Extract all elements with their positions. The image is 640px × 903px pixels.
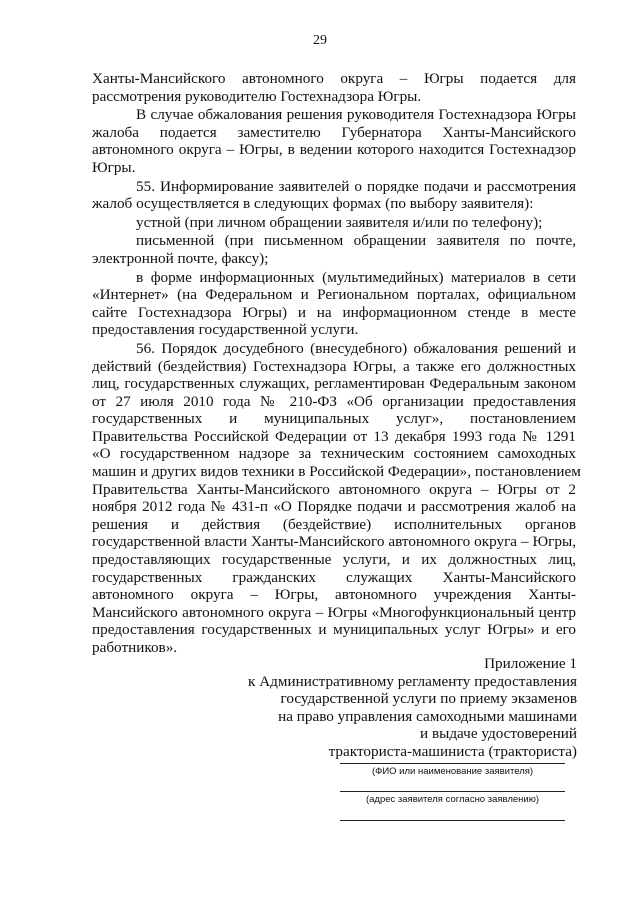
text-line: сайте Гостехнадзора Югры) и на информационном стенде в месте	[92, 303, 576, 321]
text-line: письменной (при письменном обращении заявителя по почте,	[136, 232, 576, 250]
applicant-name-caption: (ФИО или наименование заявителя)	[371, 766, 534, 777]
document-body	[92, 70, 581, 658]
paragraph-55-informing	[92, 178, 576, 213]
text-line: Ханты-Мансийского автономного округа – Югры подается для	[92, 70, 576, 87]
text-line: Правительства Ханты-Мансийского автономного округа – Югры от 2	[92, 480, 576, 498]
text-line: «Интернет» (на Федеральном и Региональном порталах, официальном	[92, 286, 576, 304]
appendix-line: тракториста-машиниста (тракториста)	[328, 742, 577, 760]
paragraph-56-appeal-procedure	[92, 339, 581, 657]
appendix-header	[240, 655, 577, 761]
appendix-line: на право управления самоходными машинами	[278, 707, 577, 725]
text-line: машин и других видов техники в Российской Федерации», постановлением	[92, 463, 581, 481]
text-line: В случае обжалования решения руководителя Гостехнадзора Югры	[136, 106, 576, 124]
text-line: действий (бездействия) Гостехнадзора Югры, а также его должностных	[92, 357, 576, 375]
text-line: жалоб осуществляется в следующих формах (по выбору заявителя):	[92, 195, 534, 213]
appendix-line: и выдаче удостоверений	[420, 725, 577, 743]
appendix-line: к Административному регламенту предоставления	[248, 672, 577, 690]
text-line: предоставляющих государственные услуги, и их должностных лиц,	[92, 551, 576, 569]
text-line: Мансийского автономного округа – Югры «Многофункциональный центр	[92, 603, 576, 621]
paragraph-multimedia-form	[92, 269, 576, 339]
text-line: ноября 2012 года № 431-п «О Порядке подачи и рассмотрения жалоб на	[92, 498, 576, 516]
appendix-title: Приложение 1	[484, 655, 577, 672]
appendix-line: государственной услуги по приему экзаменов	[280, 690, 577, 708]
text-line: государственной власти Ханты-Мансийского автономного округа – Югры,	[92, 533, 576, 551]
applicant-address-line	[340, 791, 565, 792]
text-line: предоставления государственной услуги.	[92, 321, 359, 339]
text-line: работников».	[92, 639, 178, 656]
text-line: Югры.	[92, 158, 136, 176]
text-line: 56. Порядок досудебного (внесудебного) обжалования решений и	[136, 339, 576, 357]
text-line: устной (при личном обращении заявителя и/или по телефону);	[136, 213, 543, 231]
paragraph-appeal-decision	[92, 106, 576, 176]
paragraph-oral-form	[92, 214, 576, 232]
text-line: лиц, государственных служащих, регламентирован Федеральным законом	[92, 375, 576, 393]
text-line: электронной почте, факсу);	[92, 249, 269, 267]
text-line: рассмотрения руководителю Гостехнадзора Югры.	[92, 87, 422, 105]
applicant-name-field	[340, 763, 565, 778]
text-line: Правительства Российской Федерации от 13 декабря 1993 года № 1291	[92, 427, 576, 445]
text-line: 55. Информирование заявителей о порядке подачи и рассмотрения	[136, 177, 576, 195]
text-line: жалоба подается заместителю Губернатора Ханты-Мансийского	[92, 123, 576, 141]
text-line: предоставления государственных и муниципальных услуг Югры» и его	[92, 621, 576, 639]
text-line: автономного округа – Югры, автономного учреждения Ханты-	[92, 586, 576, 604]
text-line: автономного округа – Югры, в ведении которого находится Гостехнадзор	[92, 141, 576, 159]
text-line: «О государственном надзоре за техническим состоянием самоходных	[92, 445, 576, 463]
extra-field-line	[340, 820, 565, 821]
text-line: государственных и муниципальных услуг», постановлением	[92, 410, 576, 428]
text-line: государственных гражданских служащих Ханты-Мансийского	[92, 568, 576, 586]
applicant-address-caption: (адрес заявителя согласно заявлению)	[365, 794, 540, 805]
paragraph-written-form	[92, 232, 576, 267]
extra-field	[340, 820, 565, 821]
applicant-address-field	[340, 791, 565, 806]
text-line: от 27 июля 2010 года № 210-ФЗ «Об организации предоставления	[92, 392, 576, 410]
paragraph-complaint-review	[92, 70, 576, 105]
text-line: решения и действия (бездействие) исполнительных органов	[92, 515, 576, 533]
applicant-name-line	[340, 763, 565, 764]
page-number: 29	[313, 33, 327, 48]
text-line: в форме информационных (мультимедийных) материалов в сети	[136, 268, 576, 286]
